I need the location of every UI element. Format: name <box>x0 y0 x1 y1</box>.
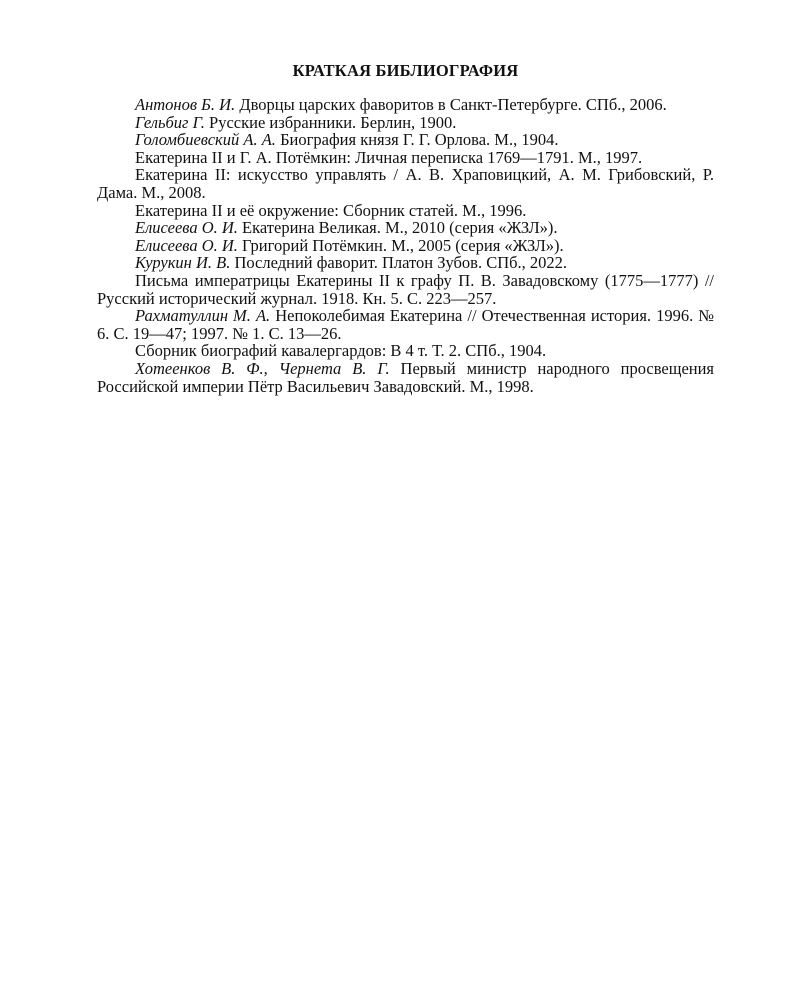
entry-author: Гельбиг Г. <box>135 112 205 132</box>
bibliography-entry <box>97 149 714 167</box>
bibliography-entry <box>97 96 714 114</box>
entry-text: Екатерина II и её окружение: Сборник статей. М., 1996. <box>135 200 527 220</box>
entry-text: Биография князя Г. Г. Орлова. М., 1904. <box>275 130 559 150</box>
entry-text: Сборник биографий кавалергардов: В 4 т. Т. 2. СПб., 1904. <box>135 341 547 361</box>
bibliography-list <box>97 96 714 395</box>
entry-author: Голомбиевский А. А. <box>135 130 276 150</box>
bibliography-entry <box>97 360 714 395</box>
bibliography-entry <box>97 254 714 272</box>
bibliography-entry <box>97 307 714 342</box>
entry-author: Хотеенков В. Ф., Чернета В. Г. <box>135 358 390 378</box>
entry-text: Екатерина Великая. М., 2010 (серия «ЖЗЛ»). <box>237 218 558 238</box>
bibliography-entry <box>97 219 714 237</box>
bibliography-entry <box>97 272 714 307</box>
bibliography-entry <box>97 131 714 149</box>
bibliography-entry <box>97 114 714 132</box>
entry-text: Екатерина II и Г. А. Потёмкин: Личная переписка 1769—1791. М., 1997. <box>135 147 643 167</box>
entry-author: Антонов Б. И. <box>135 95 236 114</box>
entry-text: Непоколебимая Екатерина // Отечественная история. 1996. № 6. С. 19—47; 1997. № 1. С. 13—26. <box>97 306 714 343</box>
bibliography-page <box>97 58 714 395</box>
entry-text: Екатерина II: искусство управлять / А. В. Храповицкий, А. М. Грибовский, Р. Дама. М., 2008. <box>97 165 714 202</box>
entry-text: Григорий Потёмкин. М., 2005 (серия «ЖЗЛ»). <box>237 235 564 255</box>
entry-author: Елисеева О. И. <box>135 235 238 255</box>
bibliography-entry <box>97 202 714 220</box>
bibliography-entry <box>97 342 714 360</box>
entry-text: Русские избранники. Берлин, 1900. <box>204 112 457 132</box>
entry-author: Курукин И. В. <box>135 253 231 273</box>
bibliography-entry <box>97 166 714 201</box>
entry-author: Елисеева О. И. <box>135 218 238 238</box>
entry-text: Письма императрицы Екатерины II к графу П. В. Завадовскому (1775—1777) // Русский исторический журнал. 1918. Кн. 5. С. 223—257. <box>97 270 714 308</box>
entry-text: Дворцы царских фаворитов в Санкт-Петербурге. СПб., 2006. <box>235 95 667 114</box>
bibliography-entry <box>97 237 714 255</box>
entry-author: Рахматуллин М. А. <box>135 306 271 326</box>
entry-text: Первый министр народного просвещения Российской империи Пётр Васильевич Завадовский. М., 1998. <box>97 358 715 396</box>
entry-text: Последний фаворит. Платон Зубов. СПб., 2022. <box>230 253 568 273</box>
page-title: КРАТКАЯ БИБЛИОГРАФИЯ <box>292 61 519 80</box>
